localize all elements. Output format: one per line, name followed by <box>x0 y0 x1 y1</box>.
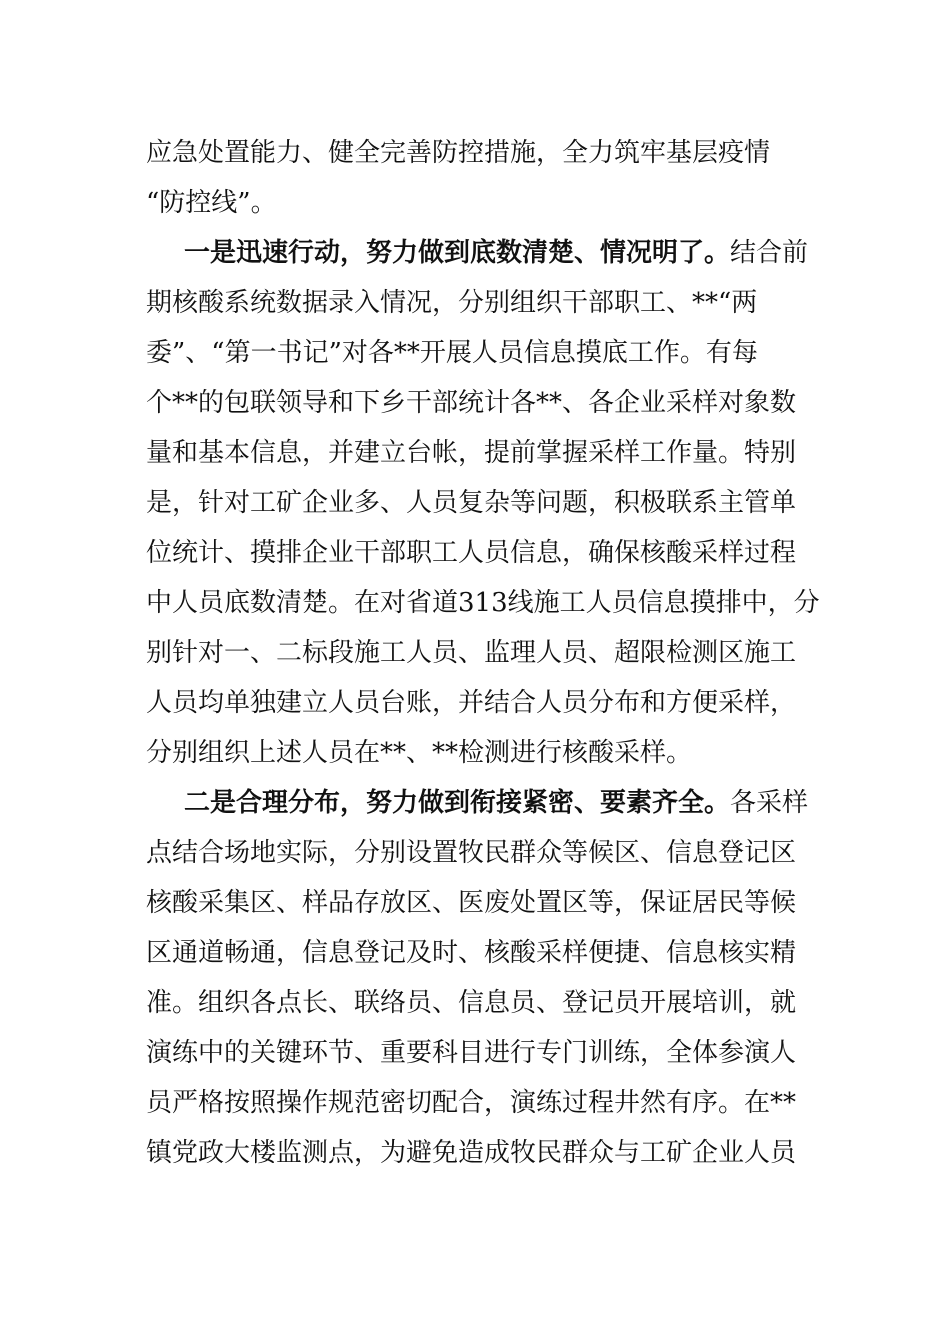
text-line: 应急处置能力、健全完善防控措施，全力筑牢基层疫情 <box>146 138 771 168</box>
text-line: 人员均单独建立人员台账，并结合人员分布和方便采样， <box>146 688 797 718</box>
text-line: 准。组织各点长、联络员、信息员、登记员开展培训，就 <box>146 988 797 1018</box>
paragraph-1-first-line <box>146 234 809 272</box>
text-line: 量和基本信息，并建立台帐，提前掌握采样工作量。特别 <box>146 438 797 468</box>
text-line: 位统计、摸排企业干部职工人员信息，确保核酸采样过程 <box>146 538 797 568</box>
text-line: 区通道畅通，信息登记及时、核酸采样便捷、信息核实精 <box>146 938 797 968</box>
text-line: 委”、“第一书记”对各**开展人员信息摸底工作。有每 <box>146 338 758 368</box>
text-line: 期核酸系统数据录入情况，分别组织干部职工、**“两 <box>146 288 758 318</box>
text-line: 员严格按照操作规范密切配合，演练过程井然有序。在** <box>146 1088 797 1118</box>
text-line: 别针对一、二标段施工人员、监理人员、超限检测区施工 <box>146 638 797 668</box>
paragraph-2-first-line <box>146 784 809 822</box>
text-line: “防控线”。 <box>146 188 277 218</box>
text-line: 演练中的关键环节、重要科目进行专门训练，全体参演人 <box>146 1038 797 1068</box>
text-line: 分别组织上述人员在**、**检测进行核酸采样。 <box>146 738 693 768</box>
text-line: 是，针对工矿企业多、人员复杂等问题，积极联系主管单 <box>146 488 797 518</box>
paragraph-1-heading: 一是迅速行动，努力做到底数清楚、情况明了。 <box>184 238 731 268</box>
text-line: 核酸采集区、样品存放区、医废处置区等，保证居民等候 <box>146 888 797 918</box>
text-line: 镇党政大楼监测点，为避免造成牧民群众与工矿企业人员 <box>146 1138 797 1168</box>
text-line: 中人员底数清楚。在对省道313线施工人员信息摸排中，分 <box>146 588 820 618</box>
paragraph-2-heading: 二是合理分布，努力做到衔接紧密、要素齐全。 <box>184 788 731 818</box>
text-span: 各采样 <box>730 788 809 818</box>
text-span: 结合前 <box>730 238 809 268</box>
text-line: 点结合场地实际，分别设置牧民群众等候区、信息登记区 <box>146 838 797 868</box>
text-line: 个**的包联领导和下乡干部统计各**、各企业采样对象数 <box>146 388 797 418</box>
